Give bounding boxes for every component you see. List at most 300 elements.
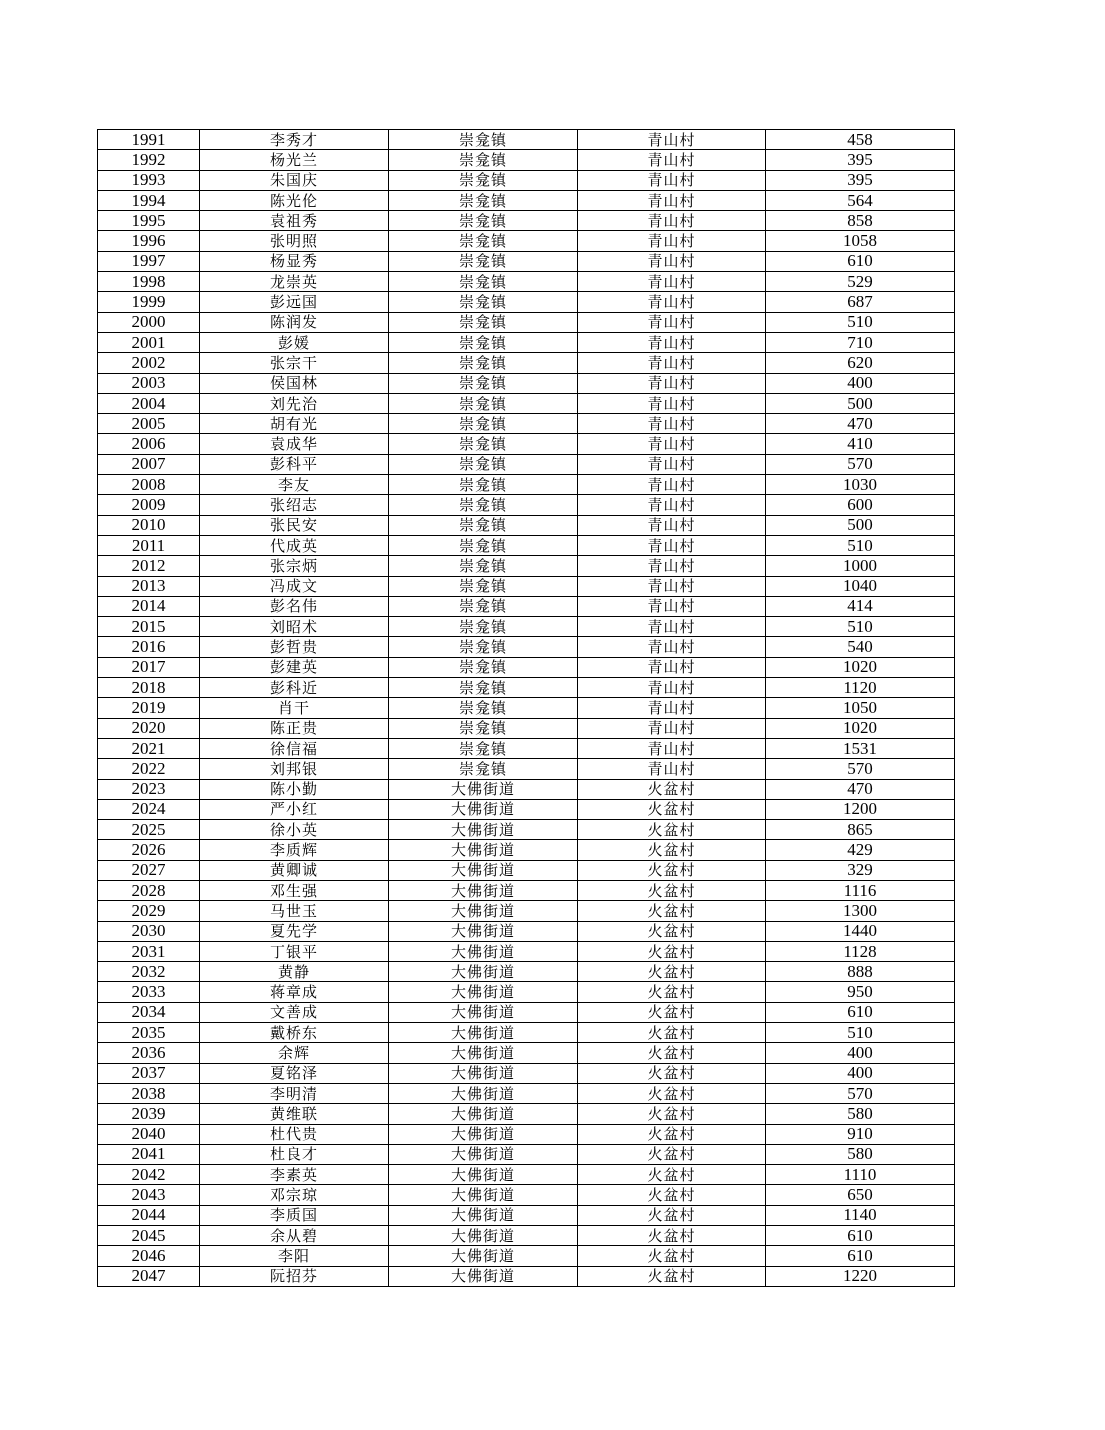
village-cell: 青山村 xyxy=(578,211,766,231)
amount-cell: 865 xyxy=(766,820,955,840)
row-number-cell: 2010 xyxy=(98,515,200,535)
table-row xyxy=(98,1002,955,1022)
town-cell: 大佛街道 xyxy=(389,1063,578,1083)
name-cell: 袁成华 xyxy=(200,434,389,454)
table-row xyxy=(98,231,955,251)
row-number-cell: 2037 xyxy=(98,1063,200,1083)
town-cell: 崇龛镇 xyxy=(389,272,578,292)
amount-cell: 1200 xyxy=(766,799,955,819)
name-cell: 张明照 xyxy=(200,231,389,251)
row-number-cell: 2019 xyxy=(98,698,200,718)
table-row xyxy=(98,454,955,474)
table-row xyxy=(98,373,955,393)
name-cell: 李明清 xyxy=(200,1083,389,1103)
table-row xyxy=(98,515,955,535)
table-row xyxy=(98,272,955,292)
village-cell: 火盆村 xyxy=(578,1205,766,1225)
village-cell: 火盆村 xyxy=(578,779,766,799)
row-number-cell: 2026 xyxy=(98,840,200,860)
row-number-cell: 2047 xyxy=(98,1266,200,1286)
name-cell: 彭媛 xyxy=(200,332,389,352)
village-cell: 火盆村 xyxy=(578,860,766,880)
row-number-cell: 2028 xyxy=(98,880,200,900)
row-number-cell: 2041 xyxy=(98,1144,200,1164)
village-cell: 青山村 xyxy=(578,373,766,393)
town-cell: 崇龛镇 xyxy=(389,495,578,515)
table-row xyxy=(98,738,955,758)
town-cell: 大佛街道 xyxy=(389,921,578,941)
amount-cell: 564 xyxy=(766,190,955,210)
row-number-cell: 2022 xyxy=(98,759,200,779)
village-cell: 青山村 xyxy=(578,272,766,292)
row-number-cell: 2014 xyxy=(98,596,200,616)
amount-cell: 400 xyxy=(766,1043,955,1063)
row-number-cell: 2016 xyxy=(98,637,200,657)
village-cell: 青山村 xyxy=(578,393,766,413)
village-cell: 火盆村 xyxy=(578,921,766,941)
amount-cell: 620 xyxy=(766,353,955,373)
town-cell: 大佛街道 xyxy=(389,880,578,900)
village-cell: 青山村 xyxy=(578,556,766,576)
town-cell: 崇龛镇 xyxy=(389,576,578,596)
village-cell: 青山村 xyxy=(578,495,766,515)
name-cell: 丁银平 xyxy=(200,941,389,961)
amount-cell: 458 xyxy=(766,130,955,150)
table-row xyxy=(98,1205,955,1225)
name-cell: 蒋章成 xyxy=(200,982,389,1002)
table-row xyxy=(98,130,955,150)
village-cell: 青山村 xyxy=(578,596,766,616)
table-row xyxy=(98,332,955,352)
row-number-cell: 2009 xyxy=(98,495,200,515)
amount-cell: 395 xyxy=(766,170,955,190)
town-cell: 崇龛镇 xyxy=(389,759,578,779)
table-row xyxy=(98,211,955,231)
table-row xyxy=(98,475,955,495)
table-row xyxy=(98,1104,955,1124)
name-cell: 杨显秀 xyxy=(200,251,389,271)
row-number-cell: 2036 xyxy=(98,1043,200,1063)
name-cell: 徐小英 xyxy=(200,820,389,840)
table-row xyxy=(98,393,955,413)
amount-cell: 610 xyxy=(766,1246,955,1266)
village-cell: 火盆村 xyxy=(578,982,766,1002)
amount-cell: 1300 xyxy=(766,901,955,921)
town-cell: 崇龛镇 xyxy=(389,657,578,677)
town-cell: 崇龛镇 xyxy=(389,332,578,352)
town-cell: 大佛街道 xyxy=(389,1023,578,1043)
town-cell: 大佛街道 xyxy=(389,1266,578,1286)
name-cell: 代成英 xyxy=(200,535,389,555)
amount-cell: 510 xyxy=(766,617,955,637)
amount-cell: 910 xyxy=(766,1124,955,1144)
amount-cell: 600 xyxy=(766,495,955,515)
table-row xyxy=(98,759,955,779)
town-cell: 崇龛镇 xyxy=(389,130,578,150)
name-cell: 彭名伟 xyxy=(200,596,389,616)
village-cell: 火盆村 xyxy=(578,1165,766,1185)
table-row xyxy=(98,292,955,312)
name-cell: 陈小勤 xyxy=(200,779,389,799)
town-cell: 大佛街道 xyxy=(389,1226,578,1246)
town-cell: 大佛街道 xyxy=(389,1043,578,1063)
name-cell: 张宗炳 xyxy=(200,556,389,576)
town-cell: 大佛街道 xyxy=(389,860,578,880)
amount-cell: 510 xyxy=(766,535,955,555)
name-cell: 彭哲贵 xyxy=(200,637,389,657)
data-table xyxy=(97,129,955,1287)
table-row xyxy=(98,1043,955,1063)
amount-cell: 1110 xyxy=(766,1165,955,1185)
amount-cell: 1140 xyxy=(766,1205,955,1225)
table-row xyxy=(98,1185,955,1205)
table-row xyxy=(98,495,955,515)
town-cell: 崇龛镇 xyxy=(389,150,578,170)
amount-cell: 510 xyxy=(766,1023,955,1043)
village-cell: 青山村 xyxy=(578,678,766,698)
town-cell: 大佛街道 xyxy=(389,1185,578,1205)
amount-cell: 500 xyxy=(766,515,955,535)
table-row xyxy=(98,1226,955,1246)
amount-cell: 470 xyxy=(766,414,955,434)
table-row xyxy=(98,251,955,271)
village-cell: 火盆村 xyxy=(578,1144,766,1164)
village-cell: 火盆村 xyxy=(578,1104,766,1124)
village-cell: 青山村 xyxy=(578,454,766,474)
name-cell: 李质国 xyxy=(200,1205,389,1225)
amount-cell: 1220 xyxy=(766,1266,955,1286)
village-cell: 青山村 xyxy=(578,332,766,352)
name-cell: 彭科平 xyxy=(200,454,389,474)
amount-cell: 429 xyxy=(766,840,955,860)
row-number-cell: 2043 xyxy=(98,1185,200,1205)
town-cell: 崇龛镇 xyxy=(389,434,578,454)
table-row xyxy=(98,678,955,698)
row-number-cell: 2034 xyxy=(98,1002,200,1022)
village-cell: 青山村 xyxy=(578,251,766,271)
row-number-cell: 2035 xyxy=(98,1023,200,1043)
row-number-cell: 1995 xyxy=(98,211,200,231)
town-cell: 大佛街道 xyxy=(389,1205,578,1225)
village-cell: 青山村 xyxy=(578,414,766,434)
town-cell: 崇龛镇 xyxy=(389,353,578,373)
amount-cell: 1058 xyxy=(766,231,955,251)
town-cell: 崇龛镇 xyxy=(389,292,578,312)
table-row xyxy=(98,353,955,373)
town-cell: 崇龛镇 xyxy=(389,312,578,332)
name-cell: 刘邦银 xyxy=(200,759,389,779)
amount-cell: 888 xyxy=(766,962,955,982)
name-cell: 彭建英 xyxy=(200,657,389,677)
table-row xyxy=(98,901,955,921)
name-cell: 肖干 xyxy=(200,698,389,718)
village-cell: 青山村 xyxy=(578,475,766,495)
village-cell: 青山村 xyxy=(578,617,766,637)
table-row xyxy=(98,860,955,880)
row-number-cell: 2042 xyxy=(98,1165,200,1185)
table-row xyxy=(98,941,955,961)
village-cell: 火盆村 xyxy=(578,880,766,900)
town-cell: 大佛街道 xyxy=(389,779,578,799)
name-cell: 黄静 xyxy=(200,962,389,982)
table-row xyxy=(98,556,955,576)
amount-cell: 710 xyxy=(766,332,955,352)
name-cell: 侯国林 xyxy=(200,373,389,393)
row-number-cell: 2032 xyxy=(98,962,200,982)
town-cell: 大佛街道 xyxy=(389,1144,578,1164)
town-cell: 崇龛镇 xyxy=(389,454,578,474)
name-cell: 邓生强 xyxy=(200,880,389,900)
village-cell: 青山村 xyxy=(578,698,766,718)
table-row xyxy=(98,1063,955,1083)
name-cell: 陈光伦 xyxy=(200,190,389,210)
village-cell: 青山村 xyxy=(578,434,766,454)
town-cell: 崇龛镇 xyxy=(389,515,578,535)
village-cell: 青山村 xyxy=(578,576,766,596)
village-cell: 火盆村 xyxy=(578,941,766,961)
town-cell: 崇龛镇 xyxy=(389,678,578,698)
row-number-cell: 2003 xyxy=(98,373,200,393)
table-row xyxy=(98,880,955,900)
name-cell: 彭科近 xyxy=(200,678,389,698)
table-row xyxy=(98,657,955,677)
village-cell: 青山村 xyxy=(578,231,766,251)
row-number-cell: 1993 xyxy=(98,170,200,190)
name-cell: 陈润发 xyxy=(200,312,389,332)
table-row xyxy=(98,1266,955,1286)
table-row xyxy=(98,1246,955,1266)
name-cell: 夏先学 xyxy=(200,921,389,941)
amount-cell: 610 xyxy=(766,1002,955,1022)
town-cell: 崇龛镇 xyxy=(389,596,578,616)
table-row xyxy=(98,434,955,454)
row-number-cell: 2004 xyxy=(98,393,200,413)
table-row xyxy=(98,1124,955,1144)
amount-cell: 1120 xyxy=(766,678,955,698)
village-cell: 青山村 xyxy=(578,150,766,170)
town-cell: 崇龛镇 xyxy=(389,414,578,434)
village-cell: 青山村 xyxy=(578,759,766,779)
table-row xyxy=(98,921,955,941)
table-row xyxy=(98,820,955,840)
row-number-cell: 1997 xyxy=(98,251,200,271)
amount-cell: 610 xyxy=(766,1226,955,1246)
row-number-cell: 2021 xyxy=(98,738,200,758)
row-number-cell: 2046 xyxy=(98,1246,200,1266)
row-number-cell: 2001 xyxy=(98,332,200,352)
village-cell: 青山村 xyxy=(578,353,766,373)
town-cell: 崇龛镇 xyxy=(389,211,578,231)
town-cell: 大佛街道 xyxy=(389,1002,578,1022)
amount-cell: 1020 xyxy=(766,657,955,677)
table-row xyxy=(98,1144,955,1164)
village-cell: 青山村 xyxy=(578,738,766,758)
village-cell: 火盆村 xyxy=(578,799,766,819)
name-cell: 张绍志 xyxy=(200,495,389,515)
town-cell: 崇龛镇 xyxy=(389,738,578,758)
village-cell: 青山村 xyxy=(578,515,766,535)
name-cell: 严小红 xyxy=(200,799,389,819)
table-row xyxy=(98,535,955,555)
name-cell: 夏铭泽 xyxy=(200,1063,389,1083)
town-cell: 崇龛镇 xyxy=(389,535,578,555)
row-number-cell: 2039 xyxy=(98,1104,200,1124)
table-row xyxy=(98,840,955,860)
village-cell: 火盆村 xyxy=(578,962,766,982)
table-body xyxy=(98,130,955,1287)
village-cell: 青山村 xyxy=(578,535,766,555)
town-cell: 大佛街道 xyxy=(389,941,578,961)
village-cell: 火盆村 xyxy=(578,1266,766,1286)
row-number-cell: 2023 xyxy=(98,779,200,799)
town-cell: 崇龛镇 xyxy=(389,556,578,576)
amount-cell: 400 xyxy=(766,373,955,393)
amount-cell: 500 xyxy=(766,393,955,413)
row-number-cell: 2029 xyxy=(98,901,200,921)
amount-cell: 858 xyxy=(766,211,955,231)
village-cell: 火盆村 xyxy=(578,1246,766,1266)
town-cell: 大佛街道 xyxy=(389,840,578,860)
table-row xyxy=(98,698,955,718)
name-cell: 马世玉 xyxy=(200,901,389,921)
row-number-cell: 2017 xyxy=(98,657,200,677)
name-cell: 冯成文 xyxy=(200,576,389,596)
amount-cell: 1531 xyxy=(766,738,955,758)
row-number-cell: 1996 xyxy=(98,231,200,251)
row-number-cell: 2025 xyxy=(98,820,200,840)
amount-cell: 410 xyxy=(766,434,955,454)
row-number-cell: 2008 xyxy=(98,475,200,495)
name-cell: 余从碧 xyxy=(200,1226,389,1246)
table-row xyxy=(98,1023,955,1043)
amount-cell: 414 xyxy=(766,596,955,616)
name-cell: 彭远国 xyxy=(200,292,389,312)
table-row xyxy=(98,414,955,434)
row-number-cell: 2005 xyxy=(98,414,200,434)
name-cell: 杜代贵 xyxy=(200,1124,389,1144)
name-cell: 龙崇英 xyxy=(200,272,389,292)
row-number-cell: 2020 xyxy=(98,718,200,738)
town-cell: 崇龛镇 xyxy=(389,393,578,413)
amount-cell: 1050 xyxy=(766,698,955,718)
name-cell: 戴桥东 xyxy=(200,1023,389,1043)
town-cell: 大佛街道 xyxy=(389,799,578,819)
row-number-cell: 2040 xyxy=(98,1124,200,1144)
table-row xyxy=(98,982,955,1002)
name-cell: 余辉 xyxy=(200,1043,389,1063)
table-row xyxy=(98,799,955,819)
village-cell: 青山村 xyxy=(578,657,766,677)
village-cell: 青山村 xyxy=(578,637,766,657)
amount-cell: 580 xyxy=(766,1104,955,1124)
amount-cell: 580 xyxy=(766,1144,955,1164)
table-row xyxy=(98,1165,955,1185)
town-cell: 崇龛镇 xyxy=(389,231,578,251)
row-number-cell: 2024 xyxy=(98,799,200,819)
village-cell: 青山村 xyxy=(578,718,766,738)
town-cell: 大佛街道 xyxy=(389,820,578,840)
village-cell: 火盆村 xyxy=(578,820,766,840)
row-number-cell: 2044 xyxy=(98,1205,200,1225)
town-cell: 崇龛镇 xyxy=(389,190,578,210)
row-number-cell: 2002 xyxy=(98,353,200,373)
table-row xyxy=(98,617,955,637)
name-cell: 李阳 xyxy=(200,1246,389,1266)
town-cell: 崇龛镇 xyxy=(389,698,578,718)
town-cell: 崇龛镇 xyxy=(389,718,578,738)
row-number-cell: 2007 xyxy=(98,454,200,474)
name-cell: 杜良才 xyxy=(200,1144,389,1164)
name-cell: 阮招芬 xyxy=(200,1266,389,1286)
table-row xyxy=(98,779,955,799)
amount-cell: 1020 xyxy=(766,718,955,738)
name-cell: 陈正贵 xyxy=(200,718,389,738)
amount-cell: 470 xyxy=(766,779,955,799)
name-cell: 刘昭术 xyxy=(200,617,389,637)
amount-cell: 570 xyxy=(766,759,955,779)
amount-cell: 510 xyxy=(766,312,955,332)
row-number-cell: 2027 xyxy=(98,860,200,880)
town-cell: 崇龛镇 xyxy=(389,475,578,495)
table-row xyxy=(98,1083,955,1103)
row-number-cell: 2030 xyxy=(98,921,200,941)
row-number-cell: 2013 xyxy=(98,576,200,596)
village-cell: 火盆村 xyxy=(578,1002,766,1022)
amount-cell: 687 xyxy=(766,292,955,312)
name-cell: 邓宗琼 xyxy=(200,1185,389,1205)
row-number-cell: 2012 xyxy=(98,556,200,576)
amount-cell: 650 xyxy=(766,1185,955,1205)
row-number-cell: 1998 xyxy=(98,272,200,292)
village-cell: 火盆村 xyxy=(578,1023,766,1043)
row-number-cell: 2006 xyxy=(98,434,200,454)
row-number-cell: 2033 xyxy=(98,982,200,1002)
town-cell: 大佛街道 xyxy=(389,1083,578,1103)
name-cell: 张宗干 xyxy=(200,353,389,373)
table-row xyxy=(98,312,955,332)
name-cell: 杨光兰 xyxy=(200,150,389,170)
village-cell: 火盆村 xyxy=(578,1185,766,1205)
amount-cell: 1040 xyxy=(766,576,955,596)
town-cell: 大佛街道 xyxy=(389,962,578,982)
town-cell: 崇龛镇 xyxy=(389,617,578,637)
amount-cell: 540 xyxy=(766,637,955,657)
row-number-cell: 2000 xyxy=(98,312,200,332)
amount-cell: 1128 xyxy=(766,941,955,961)
village-cell: 火盆村 xyxy=(578,1083,766,1103)
amount-cell: 1116 xyxy=(766,880,955,900)
name-cell: 胡有光 xyxy=(200,414,389,434)
row-number-cell: 2015 xyxy=(98,617,200,637)
town-cell: 大佛街道 xyxy=(389,1104,578,1124)
amount-cell: 329 xyxy=(766,860,955,880)
village-cell: 火盆村 xyxy=(578,1124,766,1144)
row-number-cell: 2045 xyxy=(98,1226,200,1246)
village-cell: 青山村 xyxy=(578,312,766,332)
town-cell: 崇龛镇 xyxy=(389,373,578,393)
row-number-cell: 2038 xyxy=(98,1083,200,1103)
name-cell: 李质辉 xyxy=(200,840,389,860)
village-cell: 火盆村 xyxy=(578,1226,766,1246)
table-row xyxy=(98,596,955,616)
amount-cell: 570 xyxy=(766,454,955,474)
name-cell: 李友 xyxy=(200,475,389,495)
name-cell: 黄维联 xyxy=(200,1104,389,1124)
name-cell: 李素英 xyxy=(200,1165,389,1185)
amount-cell: 1030 xyxy=(766,475,955,495)
town-cell: 崇龛镇 xyxy=(389,637,578,657)
table-row xyxy=(98,962,955,982)
